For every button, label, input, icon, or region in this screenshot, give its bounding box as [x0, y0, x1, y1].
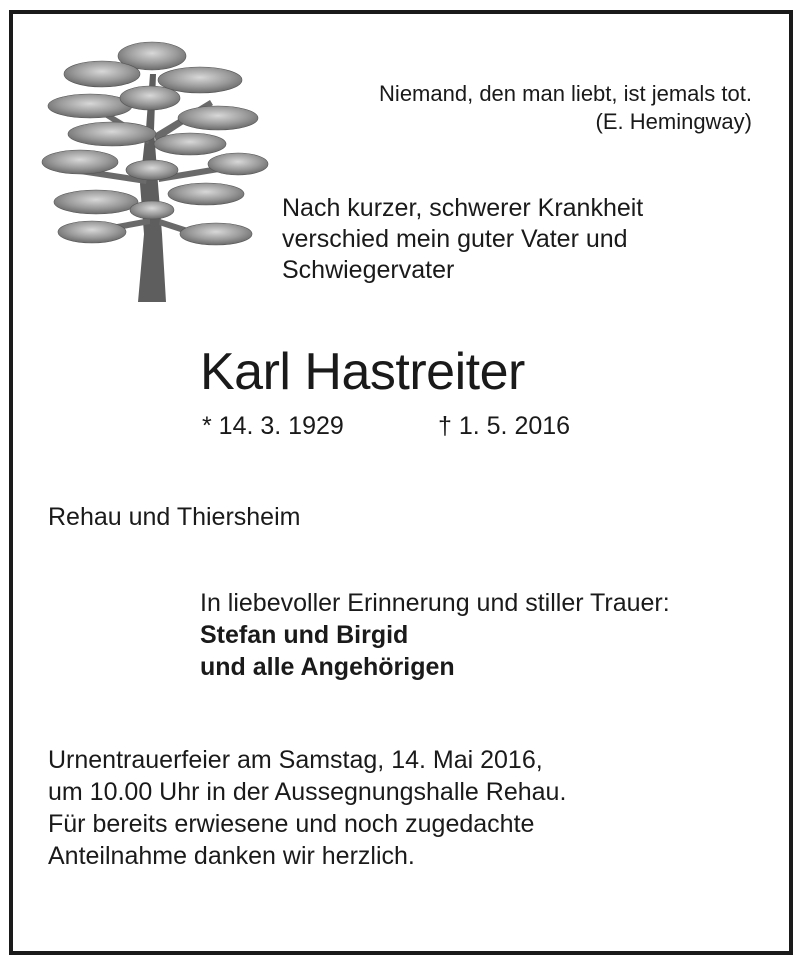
- notice-line-2: um 10.00 Uhr in der Aussegnungshalle Rehau.: [48, 778, 567, 806]
- mourners-line-2: und alle Angehörigen: [200, 653, 455, 681]
- mourners-intro: In liebevoller Erinnerung und stiller Trauer:: [200, 589, 670, 617]
- birth-date: * 14. 3. 1929: [202, 412, 344, 440]
- mourners: [200, 587, 670, 683]
- intro-line-1: Nach kurzer, schwerer Krankheit: [282, 194, 644, 222]
- quote: [379, 80, 752, 136]
- place-line: Rehau und Thiersheim: [48, 503, 301, 531]
- notice-line-3: Für bereits erwiesene und noch zugedachte: [48, 810, 535, 838]
- tree-icon: [40, 34, 270, 304]
- intro-line-3: Schwiegervater: [282, 256, 455, 284]
- notice-line-1: Urnentrauerfeier am Samstag, 14. Mai 2016,: [48, 746, 543, 774]
- notice-line-4: Anteilnahme danken wir herzlich.: [48, 842, 415, 870]
- mourners-line-1: Stefan und Birgid: [200, 621, 409, 649]
- quote-text: Niemand, den man liebt, ist jemals tot.: [379, 81, 752, 106]
- intro-line-2: verschied mein guter Vater und: [282, 225, 628, 253]
- funeral-notice: [48, 744, 566, 872]
- quote-author: (E. Hemingway): [595, 109, 752, 134]
- deceased-name: Karl Hastreiter: [200, 343, 525, 401]
- life-dates: [202, 410, 571, 442]
- intro-text: [282, 193, 643, 286]
- death-date: † 1. 5. 2016: [438, 412, 571, 440]
